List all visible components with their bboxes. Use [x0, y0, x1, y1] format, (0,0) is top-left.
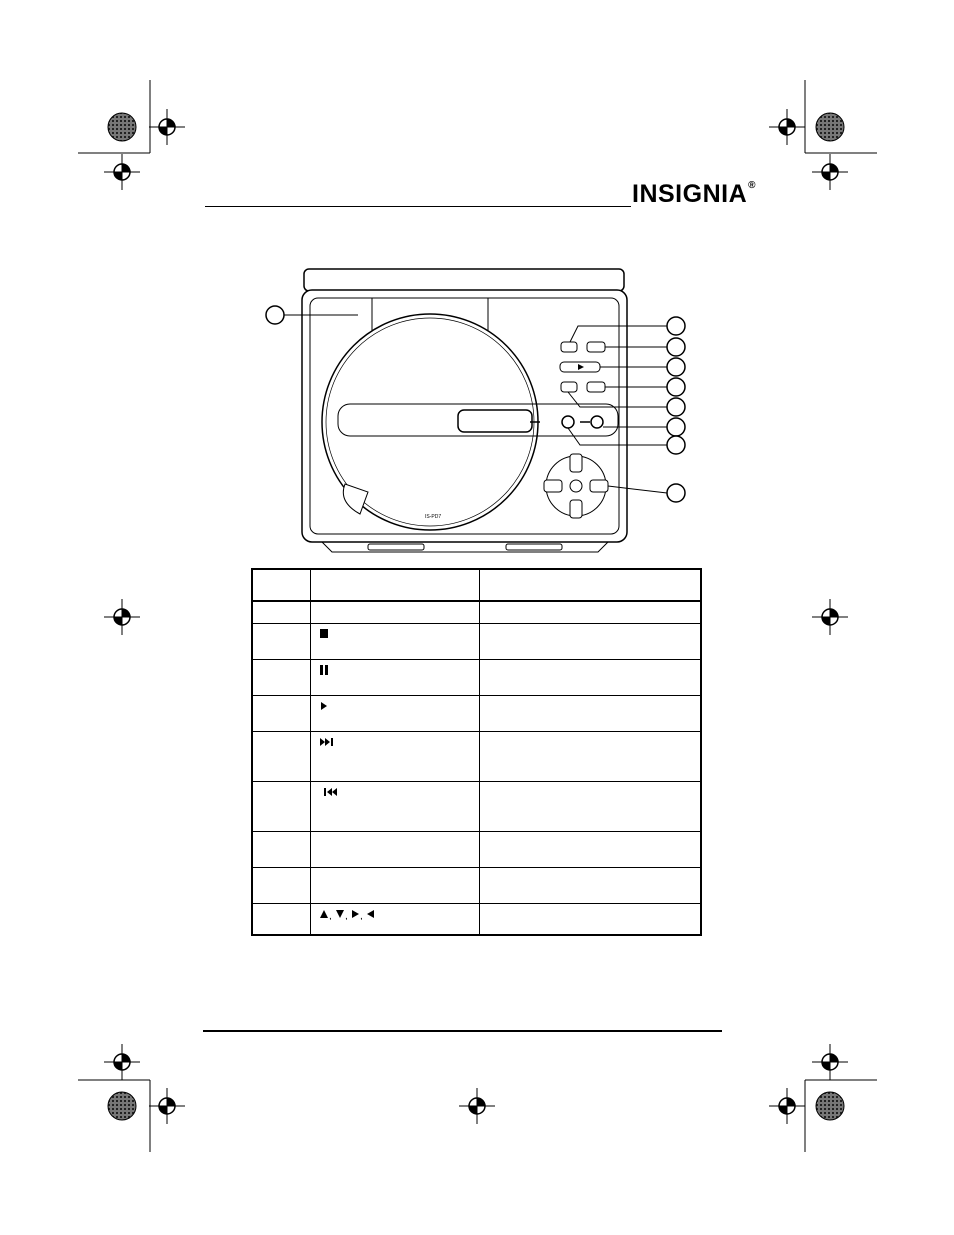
footer-rule — [203, 1030, 722, 1032]
table-row — [252, 781, 701, 831]
row-name — [310, 781, 479, 831]
row-description — [479, 695, 701, 731]
model-label: IS-PD7 — [425, 514, 442, 520]
row-number — [252, 731, 310, 781]
table-header-row — [252, 569, 701, 601]
arrow-keys-icon — [319, 908, 377, 920]
table-row — [252, 659, 701, 695]
row-name — [310, 601, 479, 623]
row-description — [479, 659, 701, 695]
svg-text:,: , — [328, 910, 332, 920]
row-name — [310, 623, 479, 659]
table-row — [252, 867, 701, 903]
row-number — [252, 601, 310, 623]
dvd-player-top-view-illustration — [250, 262, 700, 558]
brand-name: INSIGNIA — [632, 180, 748, 208]
row-description — [479, 903, 701, 935]
row-number — [252, 659, 310, 695]
pause-icon — [319, 664, 329, 676]
row-description — [479, 623, 701, 659]
header-number — [252, 569, 310, 601]
row-number — [252, 867, 310, 903]
row-description — [479, 731, 701, 781]
table-row — [252, 695, 701, 731]
row-name — [310, 903, 479, 935]
table-row — [252, 601, 701, 623]
play-icon — [319, 700, 329, 712]
header-description — [479, 569, 701, 601]
row-name — [310, 731, 479, 781]
row-description — [479, 831, 701, 867]
row-description — [479, 601, 701, 623]
row-number — [252, 781, 310, 831]
brand-logo — [632, 180, 756, 210]
svg-text:,: , — [359, 910, 363, 920]
table-row — [252, 903, 701, 935]
trademark-symbol: ® — [748, 180, 756, 191]
row-name — [310, 695, 479, 731]
row-description — [479, 867, 701, 903]
table-row — [252, 623, 701, 659]
header-rule — [205, 206, 631, 207]
row-name — [310, 867, 479, 903]
skip-back-icon — [319, 786, 339, 798]
row-number — [252, 831, 310, 867]
svg-text:,: , — [344, 910, 348, 920]
row-number — [252, 623, 310, 659]
row-description — [479, 781, 701, 831]
parts-table — [251, 568, 702, 936]
skip-forward-icon — [319, 736, 335, 748]
row-name — [310, 659, 479, 695]
row-number — [252, 903, 310, 935]
header-component — [310, 569, 479, 601]
stop-icon — [319, 628, 329, 640]
table-row — [252, 731, 701, 781]
table-row — [252, 831, 701, 867]
row-name — [310, 831, 479, 867]
row-number — [252, 695, 310, 731]
